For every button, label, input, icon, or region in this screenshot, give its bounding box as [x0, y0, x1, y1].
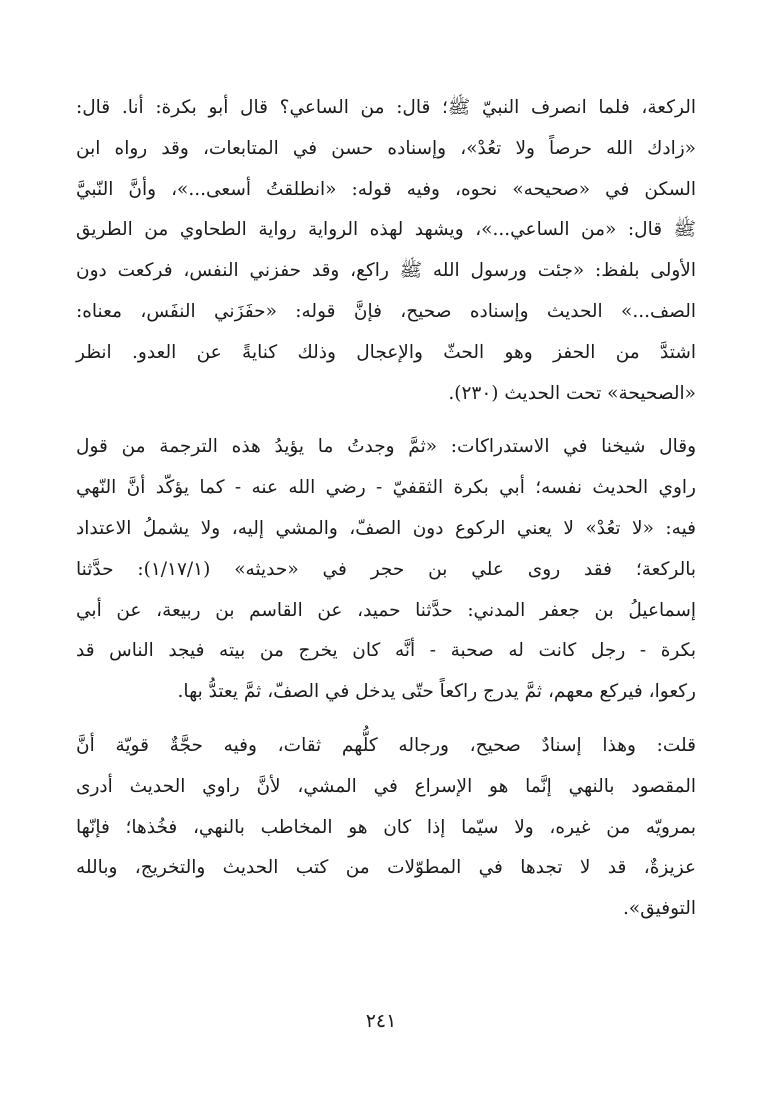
text-line: قلت: وهذا إسنادٌ صحيح، ورجاله كلُّهم ثقات، وفيه حجَّةٌ قويّة أنَّ — [76, 734, 696, 756]
page-body — [76, 88, 696, 930]
page-number: ٢٤١ — [365, 1010, 397, 1032]
text-line: الركعة، فلما انصرف النبيّ ﷺ؛ قال: من الساعي؟ قال أبو بكرة: أنا. قال: — [76, 97, 696, 118]
text-line: إسماعيلُ بن جعفر المدني: حدَّثنا حميد، عن القاسم بن ربيعة، عن أبي — [76, 599, 696, 621]
text-line: فيه: «لا تعُدْ» لا يعني الركوع دون الصفّ، والمشي إليه، ولا يشملُ الاعتداد — [76, 517, 696, 539]
text-line: التوفيق». — [623, 898, 696, 920]
text-line: عزيزةٌ، قد لا تجدها في المطوّلات من كتب الحديث والتخريج، وبالله — [76, 857, 696, 879]
paragraph-2 — [76, 427, 696, 713]
text-line: «زادك الله حرصاً ولا تعُدْ»، وإسناده حسن في المتابعات، وقد رواه ابن — [76, 137, 696, 159]
paragraph-3 — [76, 726, 696, 930]
text-line: «الصحيحة» تحت الحديث (٢٣٠). — [448, 382, 696, 404]
text-line: الأولى بلفظ: «جئت ورسول الله ﷺ راكع، وقد حفزني النفس، فركعت دون — [76, 260, 696, 282]
text-line: راوي الحديث نفسه؛ أبي بكرة الثقفيّ - رضي الله عنه - كما يؤكّد أنَّ النّهي — [76, 477, 696, 499]
text-line: الصف...» الحديث وإسناده صحيح، فإنَّ قوله: «حفَزَني النفَس، معناه: — [76, 300, 696, 322]
text-line: بمرويّه من غيره، ولا سيّما إذا كان هو المخاطب بالنهي، فخُذها؛ فإنّها — [76, 816, 696, 838]
text-line: بكرة - رجل كانت له صحبة - أنَّه كان يخرج من بيته فيجد الناس قد — [76, 640, 696, 662]
paragraph-spacer — [76, 414, 696, 427]
text-line: السكن في «صحيحه» نحوه، وفيه قوله: «انطلقتُ أسعى...»، وأنَّ النّبيَّ — [76, 178, 696, 200]
text-line: اشتدَّ من الحفز وهو الحثّ والإعجال وذلك كنايةً عن العدو. انظر — [76, 341, 696, 363]
text-line: وقال شيخنا في الاستدراكات: «ثمَّ وجدتُ ما يؤيدُ هذه الترجمة من قول — [76, 436, 696, 458]
paragraph-spacer — [76, 713, 696, 726]
text-line: المقصود بالنهي إنَّما هو الإسراع في المشي، لأنَّ راوي الحديث أدرى — [76, 775, 696, 797]
text-line: ركعوا، فيركع معهم، ثمَّ يدرج راكعاً حتّى يدخل في الصفّ، ثمَّ يعتدُّ بها. — [177, 681, 696, 703]
paragraph-1 — [76, 88, 696, 414]
text-line: ﷺ قال: «من الساعي...»، ويشهد لهذه الرواية رواية الطحاوي من الطريق — [76, 219, 696, 241]
text-line: بالركعة؛ فقد روى علي بن حجر في «حديثه» (١/١٧/١): حدَّثنا — [76, 558, 696, 580]
